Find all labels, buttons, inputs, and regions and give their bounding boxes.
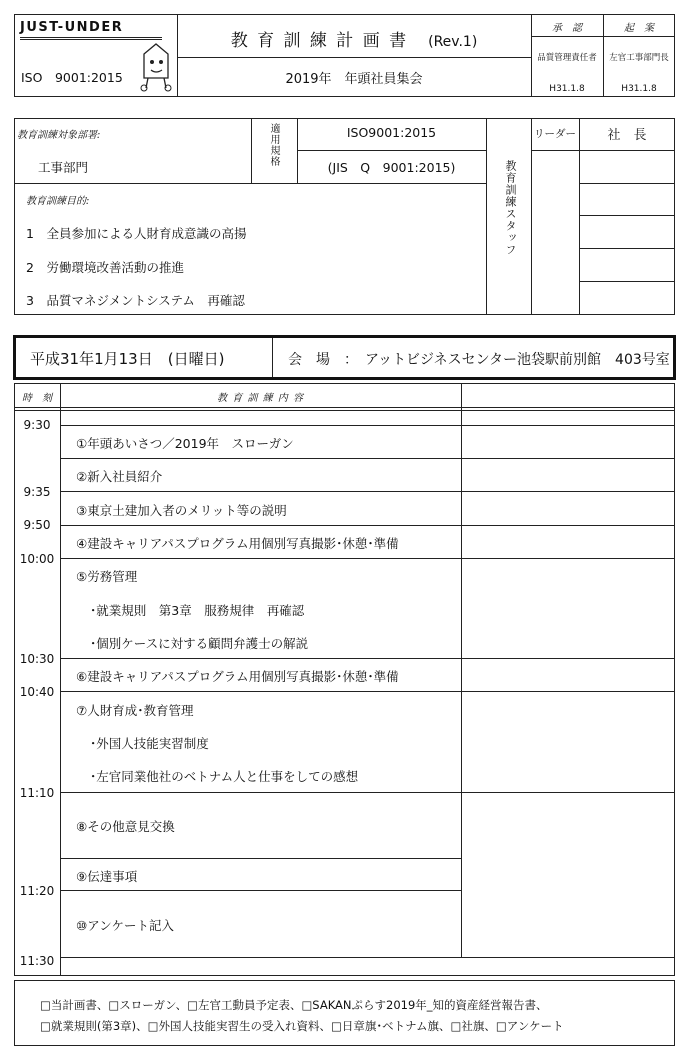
approver-date: H31.1.8 <box>549 84 585 94</box>
schedule-subitem: ･個別ケースに対する顧問弁護士の解説 <box>90 636 309 651</box>
target-dept-label: 教育訓練対象部署: <box>17 130 101 141</box>
schedule-item: ⑨伝達事項 <box>76 869 138 884</box>
standard-jis: (JIS Q 9001:2015) <box>327 160 456 175</box>
schedule-item: ④建設キャリアパスプログラム用個別写真撮影･休憩･準備 <box>76 536 399 551</box>
schedule-item: ②新入社員紹介 <box>76 469 163 484</box>
content-header: 教 育 訓 練 内 容 <box>217 393 304 404</box>
time-label: 11:20 <box>19 884 55 898</box>
approval-label: 承 認 <box>552 23 582 34</box>
materials-line: □当計画書、□スローガン、□左官工動員予定表、□SAKANぷらす2019年_知的資産経営報告書、 <box>40 998 548 1012</box>
revision-label: (Rev.1) <box>428 34 478 50</box>
purpose-label: 教育訓練目的: <box>26 196 90 207</box>
time-label: 11:10 <box>19 786 55 800</box>
schedule-item: ⑤労務管理 <box>76 569 138 584</box>
time-label: 10:00 <box>19 552 55 566</box>
iso-standard: ISO 9001:2015 <box>21 70 123 85</box>
target-dept: 工事部門 <box>38 160 89 175</box>
company-logo-text: JUST-UNDER <box>20 20 162 40</box>
schedule-subitem: ･左官同業他社のベトナム人と仕事をしての感想 <box>90 769 359 784</box>
materials-line: □就業規則(第3章)、□外国人技能実習生の受入れ資料、□日章旗･ベトナム旗、□社旗、□アンケート <box>40 1019 564 1033</box>
mascot-icon <box>136 40 176 92</box>
info-block <box>14 118 675 315</box>
time-label: 10:30 <box>19 652 55 666</box>
drafter-date: H31.1.8 <box>621 84 657 94</box>
session-date: 平成31年1月13日 (日曜日) <box>30 350 225 368</box>
schedule-subitem: ･外国人技能実習制度 <box>90 736 209 751</box>
leader-label: リーダー <box>534 128 576 140</box>
applicable-standard-label: 適用規格 <box>268 123 279 167</box>
materials-block <box>14 980 675 1046</box>
time-label: 9:35 <box>23 485 51 499</box>
purpose-item: 2 労働環境改善活動の推進 <box>26 260 184 275</box>
schedule-item: ⑧その他意見交換 <box>76 819 175 834</box>
schedule-subitem: ･就業規則 第3章 服務規律 再確認 <box>90 603 305 618</box>
time-label: 9:30 <box>23 418 51 432</box>
time-label: 11:30 <box>19 954 55 968</box>
session-venue: 会 場 ： アットビジネスセンター池袋駅前別館 403号室 <box>288 352 670 368</box>
draft-label: 起 案 <box>624 23 654 34</box>
time-label: 9:50 <box>23 518 51 532</box>
schedule-item: ⑩アンケート記入 <box>76 918 174 933</box>
approver-role: 品質管理責任者 <box>537 53 597 63</box>
drafter-role: 左官工事部門長 <box>609 53 669 63</box>
time-label: 10:40 <box>19 685 55 699</box>
schedule-item: ⑦人財育成･教育管理 <box>76 703 194 718</box>
document-title <box>177 26 531 51</box>
standard-iso: ISO9001:2015 <box>346 125 437 140</box>
schedule-item: ①年頭あいさつ／2019年 スローガン <box>76 436 294 451</box>
president-label: 社 長 <box>607 128 647 143</box>
time-header: 時 刻 <box>22 393 52 404</box>
document-subtitle: 2019年 年頭社員集会 <box>285 72 423 87</box>
purpose-item: 1 全員参加による人財育成意識の高揚 <box>26 226 247 241</box>
schedule-item: ⑥建設キャリアパスプログラム用個別写真撮影･休憩･準備 <box>76 669 399 684</box>
document-title-text: 教 育 訓 練 計 画 書 <box>230 31 409 51</box>
purpose-item: 3 品質マネジメントシステム 再確認 <box>26 293 245 308</box>
company-logo <box>20 20 170 40</box>
schedule-item: ③東京土建加入者のメリット等の説明 <box>76 503 287 518</box>
staff-label: 教育訓練スタッフ <box>504 160 517 256</box>
